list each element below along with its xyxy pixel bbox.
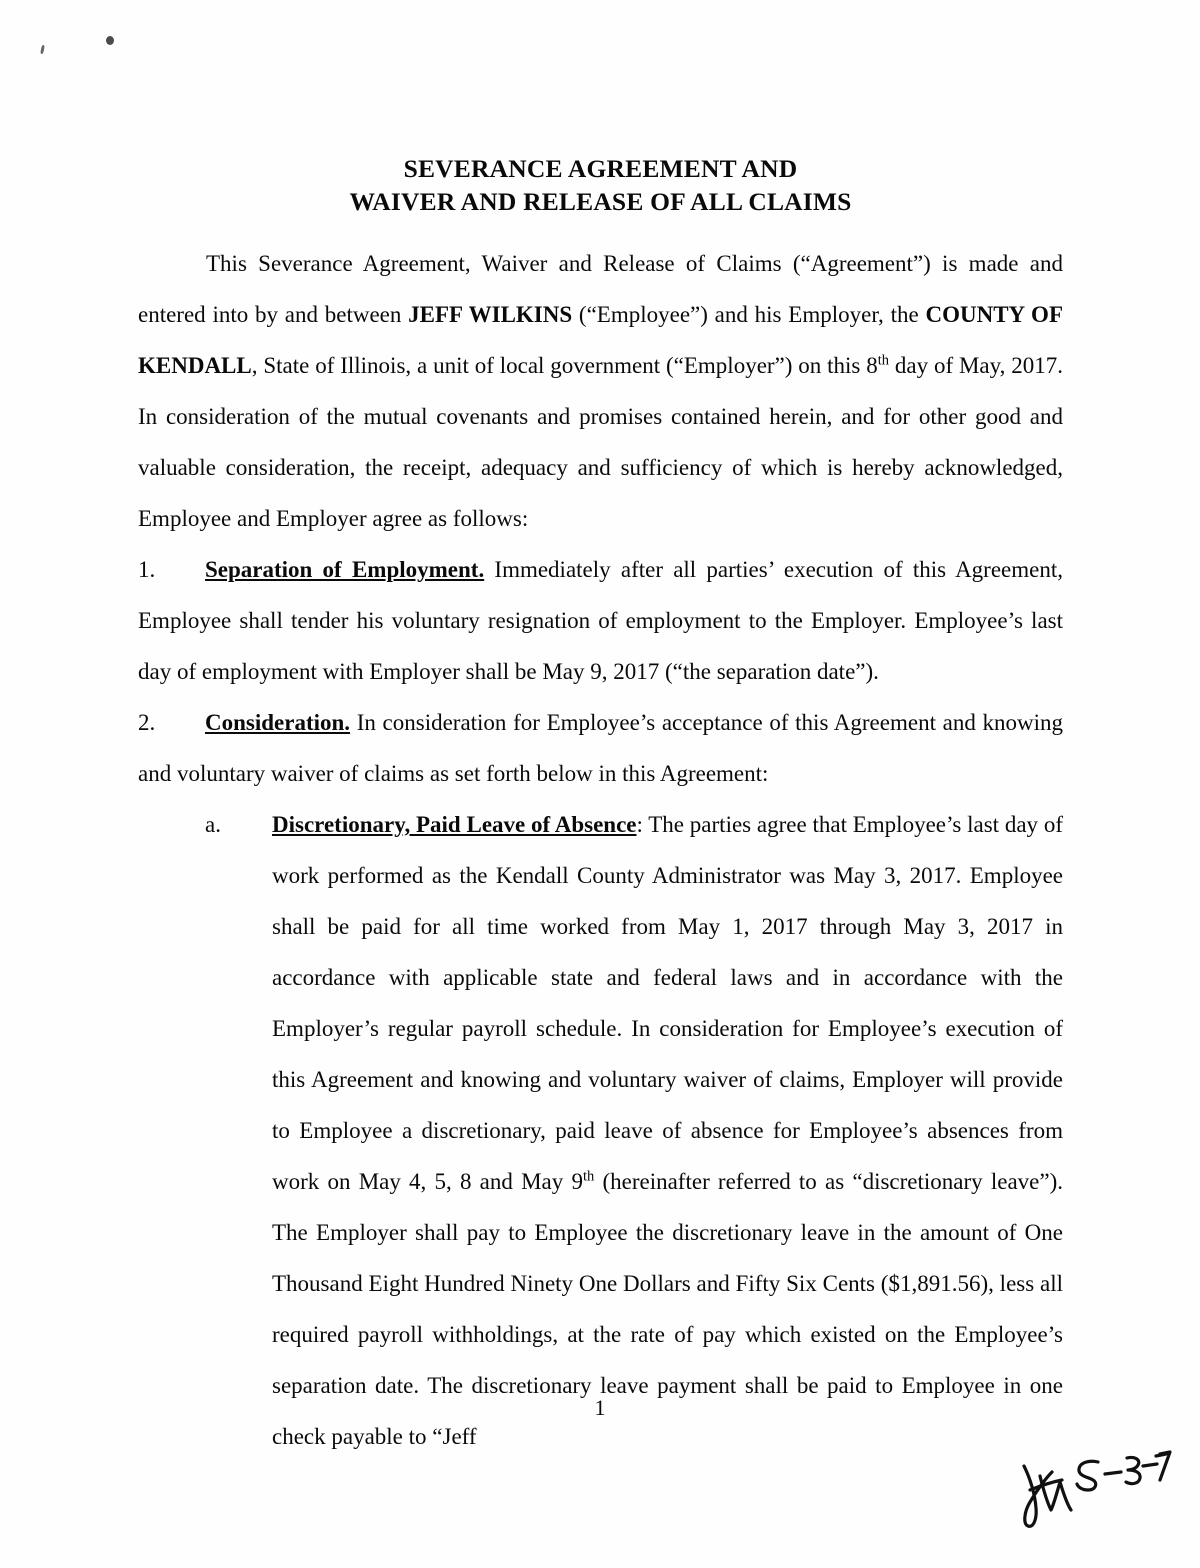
ordinal-suffix: th: [877, 352, 890, 369]
scan-speck-icon: [40, 45, 45, 54]
preamble-text-part2: (“Employee”) and his Employer, the: [572, 302, 926, 327]
preamble-text-part4: day of May, 2017. In consideration of the mutual covenants and promises contained herein, and for other good and valuable consideration, the receipt, adequacy and sufficiency of which is hereby acknowledged, Employee and Employer agree as follows:: [138, 353, 1063, 531]
document-body: [138, 238, 1063, 1462]
handwritten-initials-and-date: [1010, 1450, 1180, 1540]
party-employer-name: COUNTY OF KENDALL: [138, 302, 1063, 378]
section-2-number: 2.: [138, 710, 156, 735]
document-title: [138, 152, 1063, 218]
subsection-a-marker: a.: [205, 812, 221, 837]
title-line-2: WAIVER AND RELEASE OF ALL CLAIMS: [349, 187, 852, 216]
subsection-a: [138, 799, 1063, 1462]
section-1: [138, 544, 1063, 697]
subsection-a-ordinal: th: [582, 1168, 595, 1185]
subsection-a-body: : The parties agree that Employee’s last day of work performed as the Kendall County Administrator was May 3, 2017. Employee shall be paid for all time worked from May 1, 2017 through May 3, 2017 in accordance with applicable state and federal laws and in accordance with the Employer’s regular payroll schedule. In consideration for Employee’s execution of this Agreement and knowing and voluntary waiver of claims, Employer will provide to Employee a discretionary, paid leave of absence for Employee’s absences from work on May 4, 5, 8 and May 9: [272, 812, 1063, 1194]
section-2-heading: Consideration.: [205, 710, 351, 735]
preamble-text-part3: , State of Illinois, a unit of local government (“Employer”) on this 8: [251, 353, 878, 378]
subsection-a-heading: Discretionary, Paid Leave of Absence: [272, 812, 637, 837]
signature-ink-icon: [1010, 1450, 1180, 1540]
preamble-paragraph: [138, 238, 1063, 544]
subsection-a-body-continued: (hereinafter referred to as “discretionary leave”). The Employer shall pay to Employee the discretionary leave in the amount of One Thousand Eight Hundred Ninety One Dollars and Fifty Six Cents ($1,891.56), less all required payroll withholdings, at the rate of pay which existed on the Employee’s separation date. The discretionary leave payment shall be paid to Employee in one check payable to “Jeff: [272, 1169, 1063, 1449]
page-number: 1: [594, 1395, 606, 1420]
section-1-heading: Separation of Employment.: [205, 557, 485, 582]
section-1-body: Immediately after all parties’ execution of this Agreement, Employee shall tender his voluntary resignation of employment to the Employer. Employee’s last day of employment with Employer shall be May 9, 2017 (“the separation date”).: [138, 557, 1063, 684]
preamble-text-part1: This Severance Agreement, Waiver and Release of Claims (“Agreement”) is made and entered into by and between: [138, 251, 1063, 327]
party-employee-name: JEFF WILKINS: [408, 302, 573, 327]
section-2-body: In consideration for Employee’s acceptance of this Agreement and knowing and voluntary waiver of claims as set forth below in this Agreement:: [138, 710, 1063, 786]
title-line-1: SEVERANCE AGREEMENT AND: [403, 154, 798, 183]
section-2: [138, 697, 1063, 799]
scan-speck-icon: [106, 36, 114, 45]
section-1-number: 1.: [138, 557, 156, 582]
